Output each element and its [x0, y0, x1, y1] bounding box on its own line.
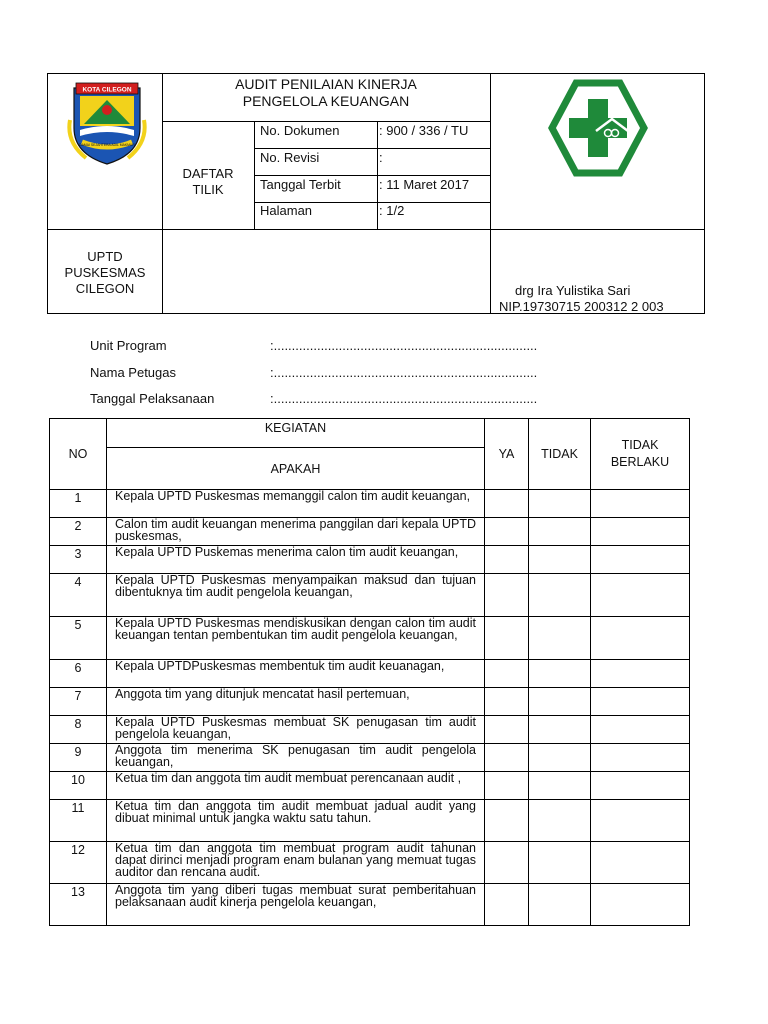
tidak-cell[interactable] — [529, 884, 591, 926]
header-divider — [48, 229, 705, 230]
info-fill-line: :......................................................................... — [270, 391, 538, 406]
tidak-berlaku-cell[interactable] — [591, 518, 690, 546]
row-activity: Ketua tim dan anggota tim audit membuat perencanaan audit , — [107, 772, 485, 800]
info-label: Nama Petugas — [90, 365, 176, 380]
info-fill-line: :......................................................................... — [270, 338, 538, 353]
doc-type-line: DAFTAR — [182, 166, 234, 181]
table-row — [50, 546, 690, 574]
ya-cell[interactable] — [485, 546, 529, 574]
ya-cell[interactable] — [485, 617, 529, 660]
table-row — [50, 574, 690, 617]
table-row — [50, 617, 690, 660]
document-type — [162, 166, 254, 198]
tidak-cell[interactable] — [529, 574, 591, 617]
table-row — [50, 842, 690, 884]
tidak-cell[interactable] — [529, 772, 591, 800]
ya-cell[interactable] — [485, 744, 529, 772]
row-activity: Kepala UPTD Puskesmas menyampaikan maksud dan tujuan dibentuknya tim audit pengelola keuangan, — [107, 574, 485, 617]
header-line: TIDAK — [621, 438, 659, 452]
row-activity: Kepala UPTD Puskesmas membuat SK penugasan tim audit pengelola keuangan, — [107, 716, 485, 744]
doc-type-line: TILIK — [192, 182, 224, 197]
checklist-table — [49, 418, 690, 926]
table-row — [50, 518, 690, 546]
row-activity: Kepala UPTD Puskesmas memanggil calon tim audit keuangan, — [107, 490, 485, 518]
tidak-berlaku-cell[interactable] — [591, 660, 690, 688]
field-value: : 1/2 — [379, 203, 405, 218]
unit-line: PUSKESMAS — [64, 265, 146, 280]
signer-name: drg Ira Yulistika Sari — [515, 283, 631, 298]
row-activity: Kepala UPTDPuskesmas membentuk tim audit keuanagan, — [107, 660, 485, 688]
ya-cell[interactable] — [485, 490, 529, 518]
row-activity: Anggota tim yang diberi tugas membuat surat pemberitahuan pelaksanaan audit kinerja pengelola keuangan, — [107, 884, 485, 926]
unit-line: CILEGON — [75, 281, 135, 296]
unit-name — [48, 249, 162, 297]
tidak-cell[interactable] — [529, 800, 591, 842]
col-tidak-berlaku-header — [591, 419, 690, 490]
info-fill-line: :......................................................................... — [270, 365, 538, 380]
row-number: 7 — [50, 688, 107, 716]
tidak-cell[interactable] — [529, 490, 591, 518]
row-number: 6 — [50, 660, 107, 688]
table-row — [50, 716, 690, 744]
tidak-berlaku-cell[interactable] — [591, 617, 690, 660]
header-line: BERLAKU — [610, 455, 670, 469]
row-number: 13 — [50, 884, 107, 926]
tidak-berlaku-cell[interactable] — [591, 842, 690, 884]
field-value: : 900 / 336 / TU — [379, 123, 469, 138]
tidak-berlaku-cell[interactable] — [591, 546, 690, 574]
tidak-berlaku-cell[interactable] — [591, 772, 690, 800]
ya-cell[interactable] — [485, 884, 529, 926]
header-divider — [254, 175, 490, 176]
field-label: No. Revisi — [260, 150, 320, 165]
field-label: Tanggal Terbit — [260, 177, 341, 192]
ya-cell[interactable] — [485, 800, 529, 842]
row-activity: Ketua tim dan anggota tim membuat program audit tahunan dapat dirinci menjadi program enam bulanan yang memuat tugas auditor dan rencana audit. — [107, 842, 485, 884]
table-row — [50, 688, 690, 716]
tidak-berlaku-cell[interactable] — [591, 490, 690, 518]
row-number: 2 — [50, 518, 107, 546]
row-number: 1 — [50, 490, 107, 518]
table-header-row — [50, 419, 690, 448]
table-row — [50, 490, 690, 518]
field-value: : — [379, 150, 383, 165]
row-number: 3 — [50, 546, 107, 574]
tidak-berlaku-cell[interactable] — [591, 688, 690, 716]
info-label: Unit Program — [90, 338, 167, 353]
ya-cell[interactable] — [485, 574, 529, 617]
document-title — [162, 76, 490, 110]
tidak-berlaku-cell[interactable] — [591, 800, 690, 842]
header-divider — [162, 121, 490, 122]
document-header — [47, 73, 705, 314]
tidak-cell[interactable] — [529, 617, 591, 660]
table-row — [50, 884, 690, 926]
table-row — [50, 772, 690, 800]
row-number: 11 — [50, 800, 107, 842]
tidak-cell[interactable] — [529, 716, 591, 744]
unit-line: UPTD — [87, 249, 123, 264]
row-activity: Anggota tim menerima SK penugasan tim audit pengelola keuangan, — [107, 744, 485, 772]
field-value: : 11 Maret 2017 — [379, 177, 470, 192]
table-row — [50, 800, 690, 842]
header-divider — [490, 74, 491, 314]
row-activity: Kepala UPTD Puskemas menerima calon tim audit keuangan, — [107, 546, 485, 574]
row-activity: Ketua tim dan anggota tim audit membuat jadual audit yang dibuat minimal untuk jangka waktu satu tahun. — [107, 800, 485, 842]
tidak-berlaku-cell[interactable] — [591, 574, 690, 617]
field-label: No. Dokumen — [260, 123, 340, 138]
row-activity: Kepala UPTD Puskesmas mendiskusikan dengan calon tim audit keuangan tentan pembentukan tim audit pengelola keuangan, — [107, 617, 485, 660]
col-ya-header: YA — [485, 419, 529, 490]
row-number: 9 — [50, 744, 107, 772]
row-number: 8 — [50, 716, 107, 744]
col-no-header: NO — [50, 419, 107, 490]
ya-cell[interactable] — [485, 842, 529, 884]
row-number: 5 — [50, 617, 107, 660]
row-number: 12 — [50, 842, 107, 884]
row-activity: Anggota tim yang ditunjuk mencatat hasil pertemuan, — [107, 688, 485, 716]
tidak-cell[interactable] — [529, 744, 591, 772]
table-row — [50, 744, 690, 772]
tidak-berlaku-cell[interactable] — [591, 884, 690, 926]
col-tidak-header: TIDAK — [529, 419, 591, 490]
svg-text:KOTA CILEGON: KOTA CILEGON — [82, 86, 132, 94]
table-row — [50, 660, 690, 688]
row-activity: Calon tim audit keuangan menerima panggilan dari kepala UPTD puskesmas, — [107, 518, 485, 546]
ya-cell[interactable] — [485, 688, 529, 716]
info-label: Tanggal Pelaksanaan — [90, 391, 215, 406]
tidak-berlaku-cell[interactable] — [591, 716, 690, 744]
tidak-cell[interactable] — [529, 660, 591, 688]
signer-nip: NIP.19730715 200312 2 003 — [499, 299, 664, 314]
tidak-cell[interactable] — [529, 518, 591, 546]
tidak-cell[interactable] — [529, 842, 591, 884]
col-kegiatan-header: KEGIATAN — [107, 419, 485, 448]
svg-text:DAMAI SEJAHTERA ADIL MAKMUR: DAMAI SEJAHTERA ADIL MAKMUR — [79, 143, 135, 147]
row-number: 4 — [50, 574, 107, 617]
ya-cell[interactable] — [485, 660, 529, 688]
tidak-cell[interactable] — [529, 688, 591, 716]
field-label: Halaman — [260, 203, 313, 218]
title-line: PENGELOLA KEUANGAN — [242, 93, 410, 109]
ya-cell[interactable] — [485, 716, 529, 744]
header-divider — [254, 148, 490, 149]
ya-cell[interactable] — [485, 772, 529, 800]
row-number: 10 — [50, 772, 107, 800]
tidak-berlaku-cell[interactable] — [591, 744, 690, 772]
title-line: AUDIT PENILAIAN KINERJA — [235, 76, 417, 92]
kota-cilegon-logo — [66, 80, 148, 168]
puskesmas-logo — [548, 79, 648, 177]
tidak-cell[interactable] — [529, 546, 591, 574]
ya-cell[interactable] — [485, 518, 529, 546]
col-apakah-header: APAKAH — [107, 448, 485, 490]
